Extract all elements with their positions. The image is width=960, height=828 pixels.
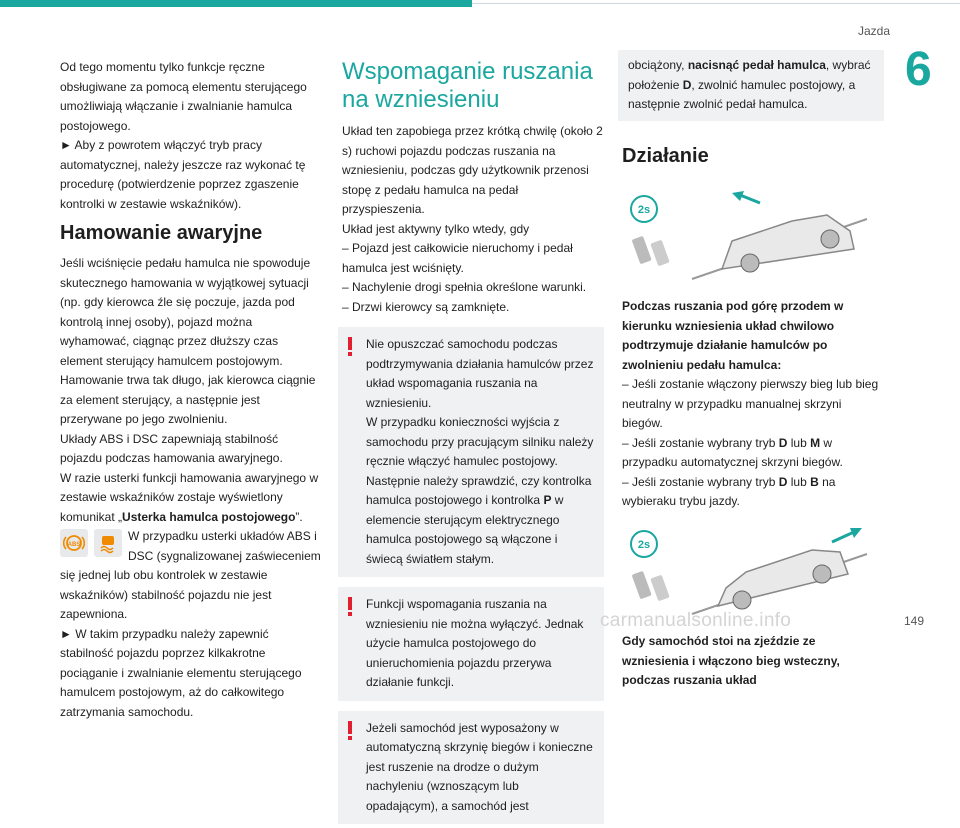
letter-d: D <box>682 77 692 92</box>
rear-wheel <box>741 254 759 272</box>
text: lub <box>787 435 811 450</box>
top-rule <box>472 3 960 4</box>
warning-box <box>338 327 604 577</box>
paragraph <box>628 56 874 115</box>
column-2 <box>342 58 604 828</box>
running-head: Jazda <box>857 24 890 38</box>
top-accent-bar <box>0 0 472 7</box>
downhill-reverse-figure <box>622 526 872 616</box>
warning-box <box>338 711 604 825</box>
warning-box-continued <box>618 50 884 121</box>
text: w przypadku automatycznej skrzyni biegów. <box>622 435 843 469</box>
chapter-number: 6 <box>905 43 932 96</box>
timer-label: 2s <box>637 538 651 551</box>
text: na wybieraku trybu jazdy. <box>622 474 836 508</box>
paragraph: ► Aby z powrotem włączyć tryb pracy automatycznej, należy jeszcze raz wykonać tę procedurę (potwierdzenie poprzez zgaszenie kontrolki w zestawie wskaźników). <box>60 138 306 211</box>
abs-warning-icon <box>60 529 88 557</box>
list-item <box>622 434 884 473</box>
text-bold: nacisnąć pedał hamulca <box>687 58 826 72</box>
section-title: Wspomaganie ruszania na wzniesieniu <box>342 58 593 113</box>
message-name: Usterka hamulca postojowego <box>122 509 296 524</box>
paragraph: Funkcji wspomagania ruszania na wzniesieniu nie można wyłączyć. Jednak użycie hamulca postojowego do unieruchomienia pojazdu przerywa działanie funkcji. <box>366 597 584 689</box>
watermark: carmanualsonline.info <box>600 610 792 631</box>
list-item <box>622 473 884 512</box>
paragraph: W przypadku usterki układów ABS i DSC (sygnalizowanej zaświeceniem się jednej lub obu kontrolek w zestawie wskaźników) stabilność pojazdu nie jest zapewniona. <box>60 529 321 621</box>
paragraph-bold: Gdy samochód stoi na zjeździe ze wzniesienia i włączono bieg wsteczny, podczas ruszania układ <box>622 634 840 687</box>
section-heading: Działanie <box>622 144 709 167</box>
letter-p: P <box>543 493 552 507</box>
text: lub <box>787 474 811 489</box>
text: – Jeśli zostanie wybrany tryb <box>622 474 779 489</box>
paragraph <box>366 413 594 569</box>
front-wheel <box>813 565 831 583</box>
list-item: – Nachylenie drogi spełnia określone warunki. <box>342 280 587 294</box>
letter-d: D <box>778 435 788 450</box>
timer-label: 2s <box>637 203 651 216</box>
list-item: – Pojazd jest całkowicie nieruchomy i pedał hamulca jest wciśnięty. <box>342 241 573 275</box>
paragraph: Jeżeli samochód jest wyposażony w automatyczną skrzynię biegów i konieczne jest ruszenie na drodze o dużym nachyleniu (wznoszącym lub opadającym), a samochód jest <box>366 720 593 813</box>
text: obciążony, <box>628 58 688 72</box>
brake-pedal <box>632 570 652 599</box>
paragraph <box>60 469 322 528</box>
warning-icons <box>60 529 122 557</box>
accelerator-pedal <box>650 574 669 601</box>
uphill-start-figure <box>622 191 872 281</box>
column-3 <box>622 58 884 691</box>
text: w elemencie sterującym elektrycznego hamulca postojowego są włączone i świecą światłem stałym. <box>366 493 564 566</box>
paragraph: Układ ten zapobiega przez krótką chwilę (około 2 s) ruchowi pojazdu podczas ruszania na wzniesieniu, podczas gdy użytkownik przenosi stopę z pedału hamulca na pedał przyspieszenia. <box>342 124 603 216</box>
letter-d: D <box>778 474 788 489</box>
hold-arrow-icon <box>740 195 760 203</box>
text: , wybrać położenie <box>628 58 871 92</box>
warning-icons-paragraph <box>60 527 322 625</box>
paragraph: Od tego momentu tylko funkcje ręczne obsługiwane za pomocą elementu sterującego umożliwiają włączanie i zwalnianie hamulca postojowego. <box>60 60 307 133</box>
text: , zwolnić hamulec postojowy, a następnie zwolnić pedał hamulca. <box>628 77 856 111</box>
paragraph-bold: Podczas ruszania pod górę przodem w kierunku wzniesienia układ chwilowo podtrzymuje działanie hamulców po zwolnieniu pedału hamulca: <box>622 299 844 372</box>
warning-icon <box>347 337 353 355</box>
text: W razie usterki funkcji hamowania awaryjnego w zestawie wskaźników zostaje wyświetlony komunikat „ <box>60 470 319 524</box>
hold-arrow-icon <box>832 532 854 542</box>
warning-icon <box>347 597 353 615</box>
column-1 <box>60 58 322 722</box>
list-item: – Jeśli zostanie włączony pierwszy bieg lub bieg neutralny w przypadku manualnej skrzyni biegów. <box>622 377 879 430</box>
svg-text:ABS: ABS <box>67 542 81 548</box>
accelerator-pedal <box>650 239 669 266</box>
page-number: 149 <box>903 614 924 628</box>
front-wheel <box>821 230 839 248</box>
letter-b: B <box>810 474 819 489</box>
dsc-warning-icon <box>94 529 122 557</box>
letter-m: M <box>810 435 821 450</box>
paragraph: Układy ABS i DSC zapewniają stabilność pojazdu podczas hamowania awaryjnego. <box>60 431 283 465</box>
paragraph: Układ jest aktywny tylko wtedy, gdy <box>342 221 530 236</box>
paragraph: Jeśli wciśnięcie pedału hamulca nie spowoduje skutecznego hamowania w wyjątkowej sytuacji (np. gdy kierowca źle się poczuje, jazda pod kontrolą innej osoby), pojazd można wyhamować, ciągnąc przez dłuższy czas element sterujący hamulcem postojowym. Hamowanie trwa tak długo, jak kierowca ciągnie za element sterujący, a następnie jest przerywane po jego zwolnieniu. <box>60 256 316 426</box>
list-item: – Drzwi kierowcy są zamknięte. <box>342 299 510 314</box>
text: W przypadku konieczności wyjścia z samochodu przy pracującym silniku należy ręcznie włączyć hamulec postojowy. Następnie należy sprawdzić, czy kontrolka hamulca postojowego i kontrolka <box>366 415 594 507</box>
brake-pedal <box>632 235 652 264</box>
warning-icon <box>347 721 353 739</box>
text: ”. <box>295 509 303 524</box>
paragraph: ► W takim przypadku należy zapewnić stabilność pojazdu poprzez kilkakrotne pociąganie i zwalnianie elementu sterującego hamulcem postojowym, aż do całkowitego zatrzymania samochodu. <box>60 626 302 719</box>
warning-box <box>338 587 604 701</box>
section-heading: Hamowanie awaryjne <box>60 222 263 244</box>
paragraph: Nie opuszczać samochodu podczas podtrzymywania działania hamulców przez układ wspomagania ruszania na wzniesieniu. <box>366 337 594 410</box>
text: – Jeśli zostanie wybrany tryb <box>622 435 779 450</box>
rear-wheel <box>733 591 751 609</box>
